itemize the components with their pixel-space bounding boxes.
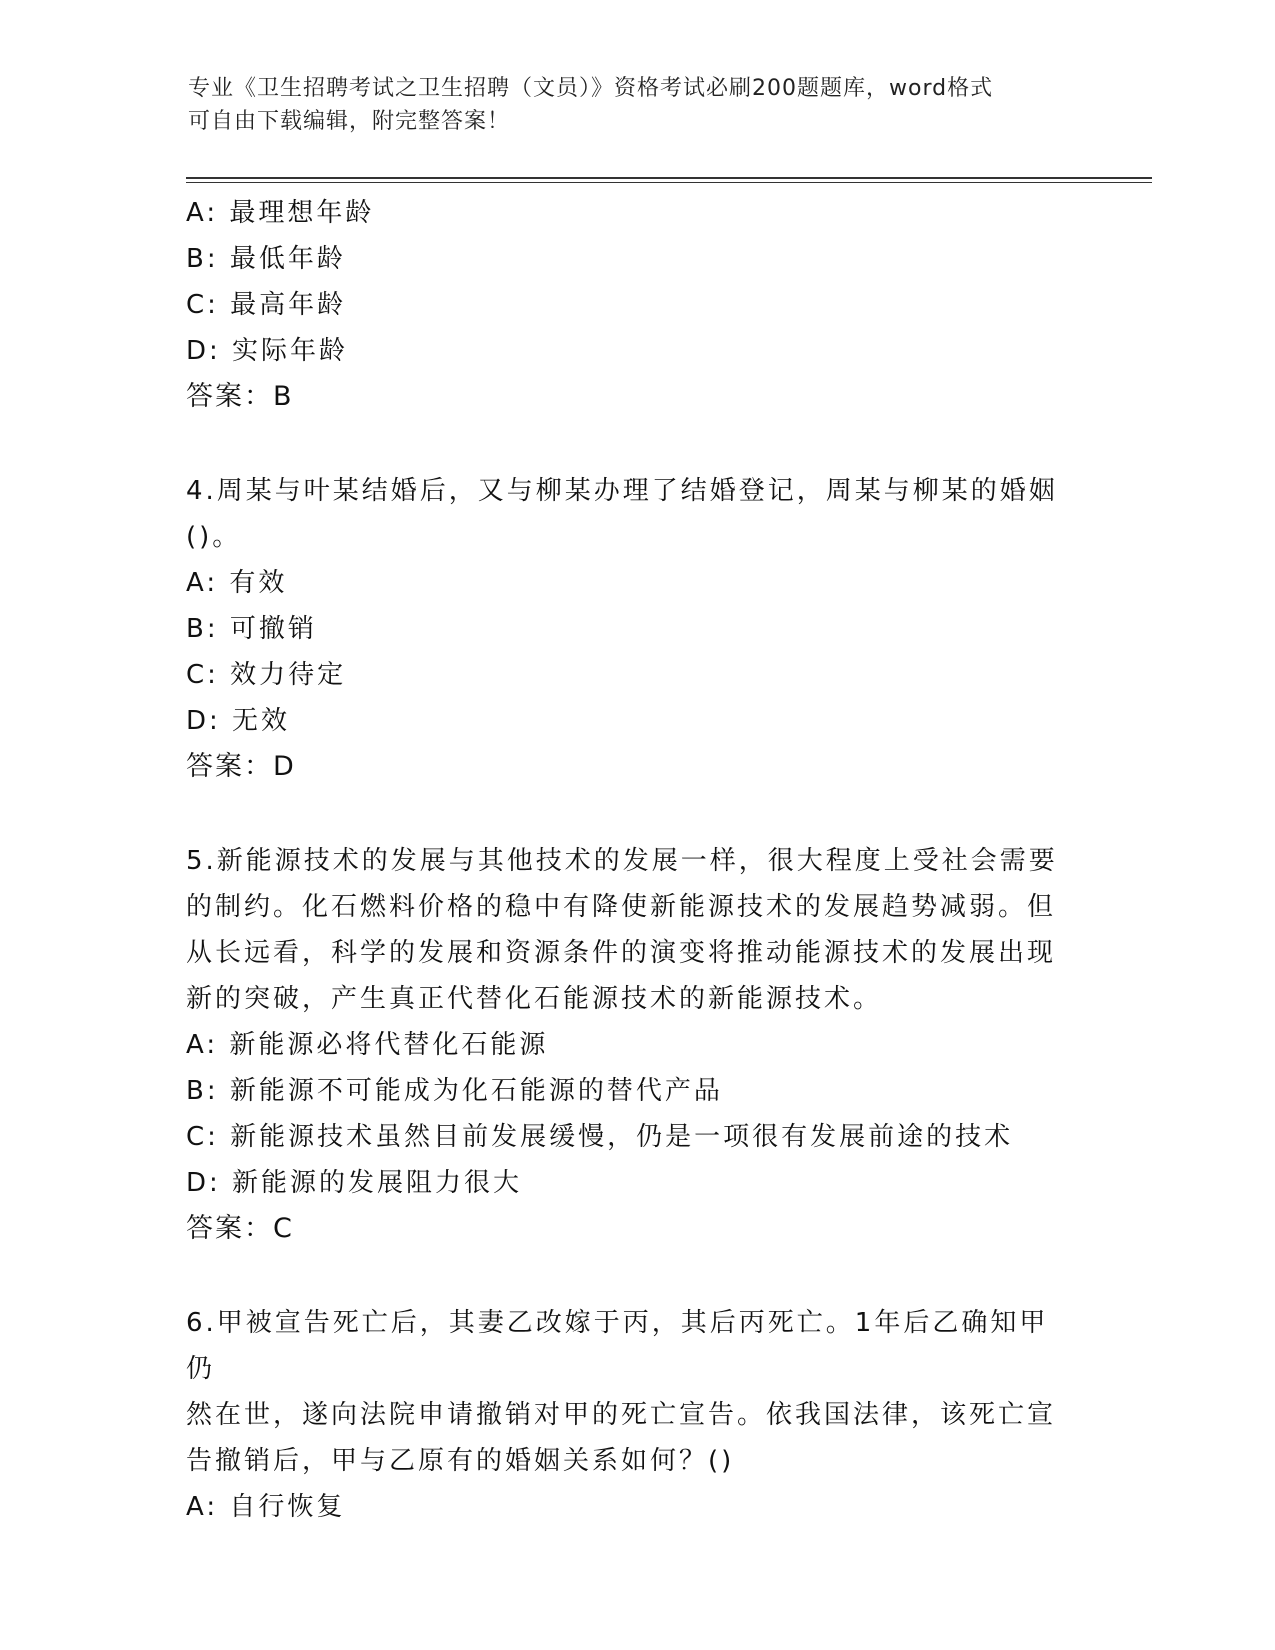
q4-stem-line-2: ()。 bbox=[186, 522, 242, 552]
q5-option-b: B: 新能源不可能成为化石能源的替代产品 bbox=[186, 1076, 723, 1106]
spacer bbox=[186, 420, 1086, 468]
header-divider-thick bbox=[186, 177, 1152, 179]
q5-option-d: D: 新能源的发展阻力很大 bbox=[186, 1168, 523, 1198]
q4-stem-line-1: 4.周某与叶某结婚后，又与柳某办理了结婚登记，周某与柳某的婚姻 bbox=[186, 476, 1058, 506]
q6-stem-line-3: 告撤销后，甲与乙原有的婚姻关系如何？() bbox=[186, 1446, 735, 1476]
question-3 bbox=[186, 190, 1086, 420]
header-line-1: 专业《卫生招聘考试之卫生招聘（文员）》资格考试必刷200题题库，word格式 bbox=[188, 76, 994, 101]
q5-option-a: A: 新能源必将代替化石能源 bbox=[186, 1030, 549, 1060]
q6-option-a: A: 自行恢复 bbox=[186, 1492, 346, 1522]
question-6 bbox=[186, 1300, 1086, 1530]
q4-option-a: A: 有效 bbox=[186, 568, 288, 598]
q3-option-a: A: 最理想年龄 bbox=[186, 198, 375, 228]
q4-option-c: C: 效力待定 bbox=[186, 660, 347, 690]
q5-stem-line-1: 5.新能源技术的发展与其他技术的发展一样，很大程度上受社会需要 bbox=[186, 846, 1058, 876]
q3-option-d: D: 实际年龄 bbox=[186, 336, 349, 366]
header-line-2: 可自由下载编辑，附完整答案！ bbox=[188, 109, 511, 134]
q5-option-c: C: 新能源技术虽然目前发展缓慢，仍是一项很有发展前途的技术 bbox=[186, 1122, 1014, 1152]
q3-answer: 答案：B bbox=[186, 381, 294, 412]
q3-option-b: B: 最低年龄 bbox=[186, 244, 346, 274]
header-divider-thin bbox=[186, 182, 1152, 183]
q4-option-b: B: 可撤销 bbox=[186, 614, 317, 644]
q4-answer: 答案：D bbox=[186, 751, 296, 782]
q5-answer: 答案：C bbox=[186, 1213, 294, 1244]
q6-stem-line-1: 6.甲被宣告死亡后，其妻乙改嫁于丙，其后丙死亡。1年后乙确知甲仍 bbox=[186, 1308, 1049, 1384]
q3-option-c: C: 最高年龄 bbox=[186, 290, 347, 320]
q5-stem-line-3: 从长远看，科学的发展和资源条件的演变将推动能源技术的发展出现 bbox=[186, 938, 1057, 968]
q6-stem-line-2: 然在世，遂向法院申请撤销对甲的死亡宣告。依我国法律，该死亡宣 bbox=[186, 1400, 1057, 1430]
q5-stem-line-2: 的制约。化石燃料价格的稳中有降使新能源技术的发展趋势减弱。但 bbox=[186, 892, 1057, 922]
q5-stem-line-4: 新的突破，产生真正代替化石能源技术的新能源技术。 bbox=[186, 984, 883, 1014]
spacer bbox=[186, 1252, 1086, 1300]
question-4 bbox=[186, 468, 1086, 790]
question-5 bbox=[186, 838, 1086, 1252]
document-header bbox=[188, 72, 1068, 138]
spacer bbox=[186, 790, 1086, 838]
question-list bbox=[186, 190, 1086, 1530]
q4-option-d: D: 无效 bbox=[186, 706, 291, 736]
